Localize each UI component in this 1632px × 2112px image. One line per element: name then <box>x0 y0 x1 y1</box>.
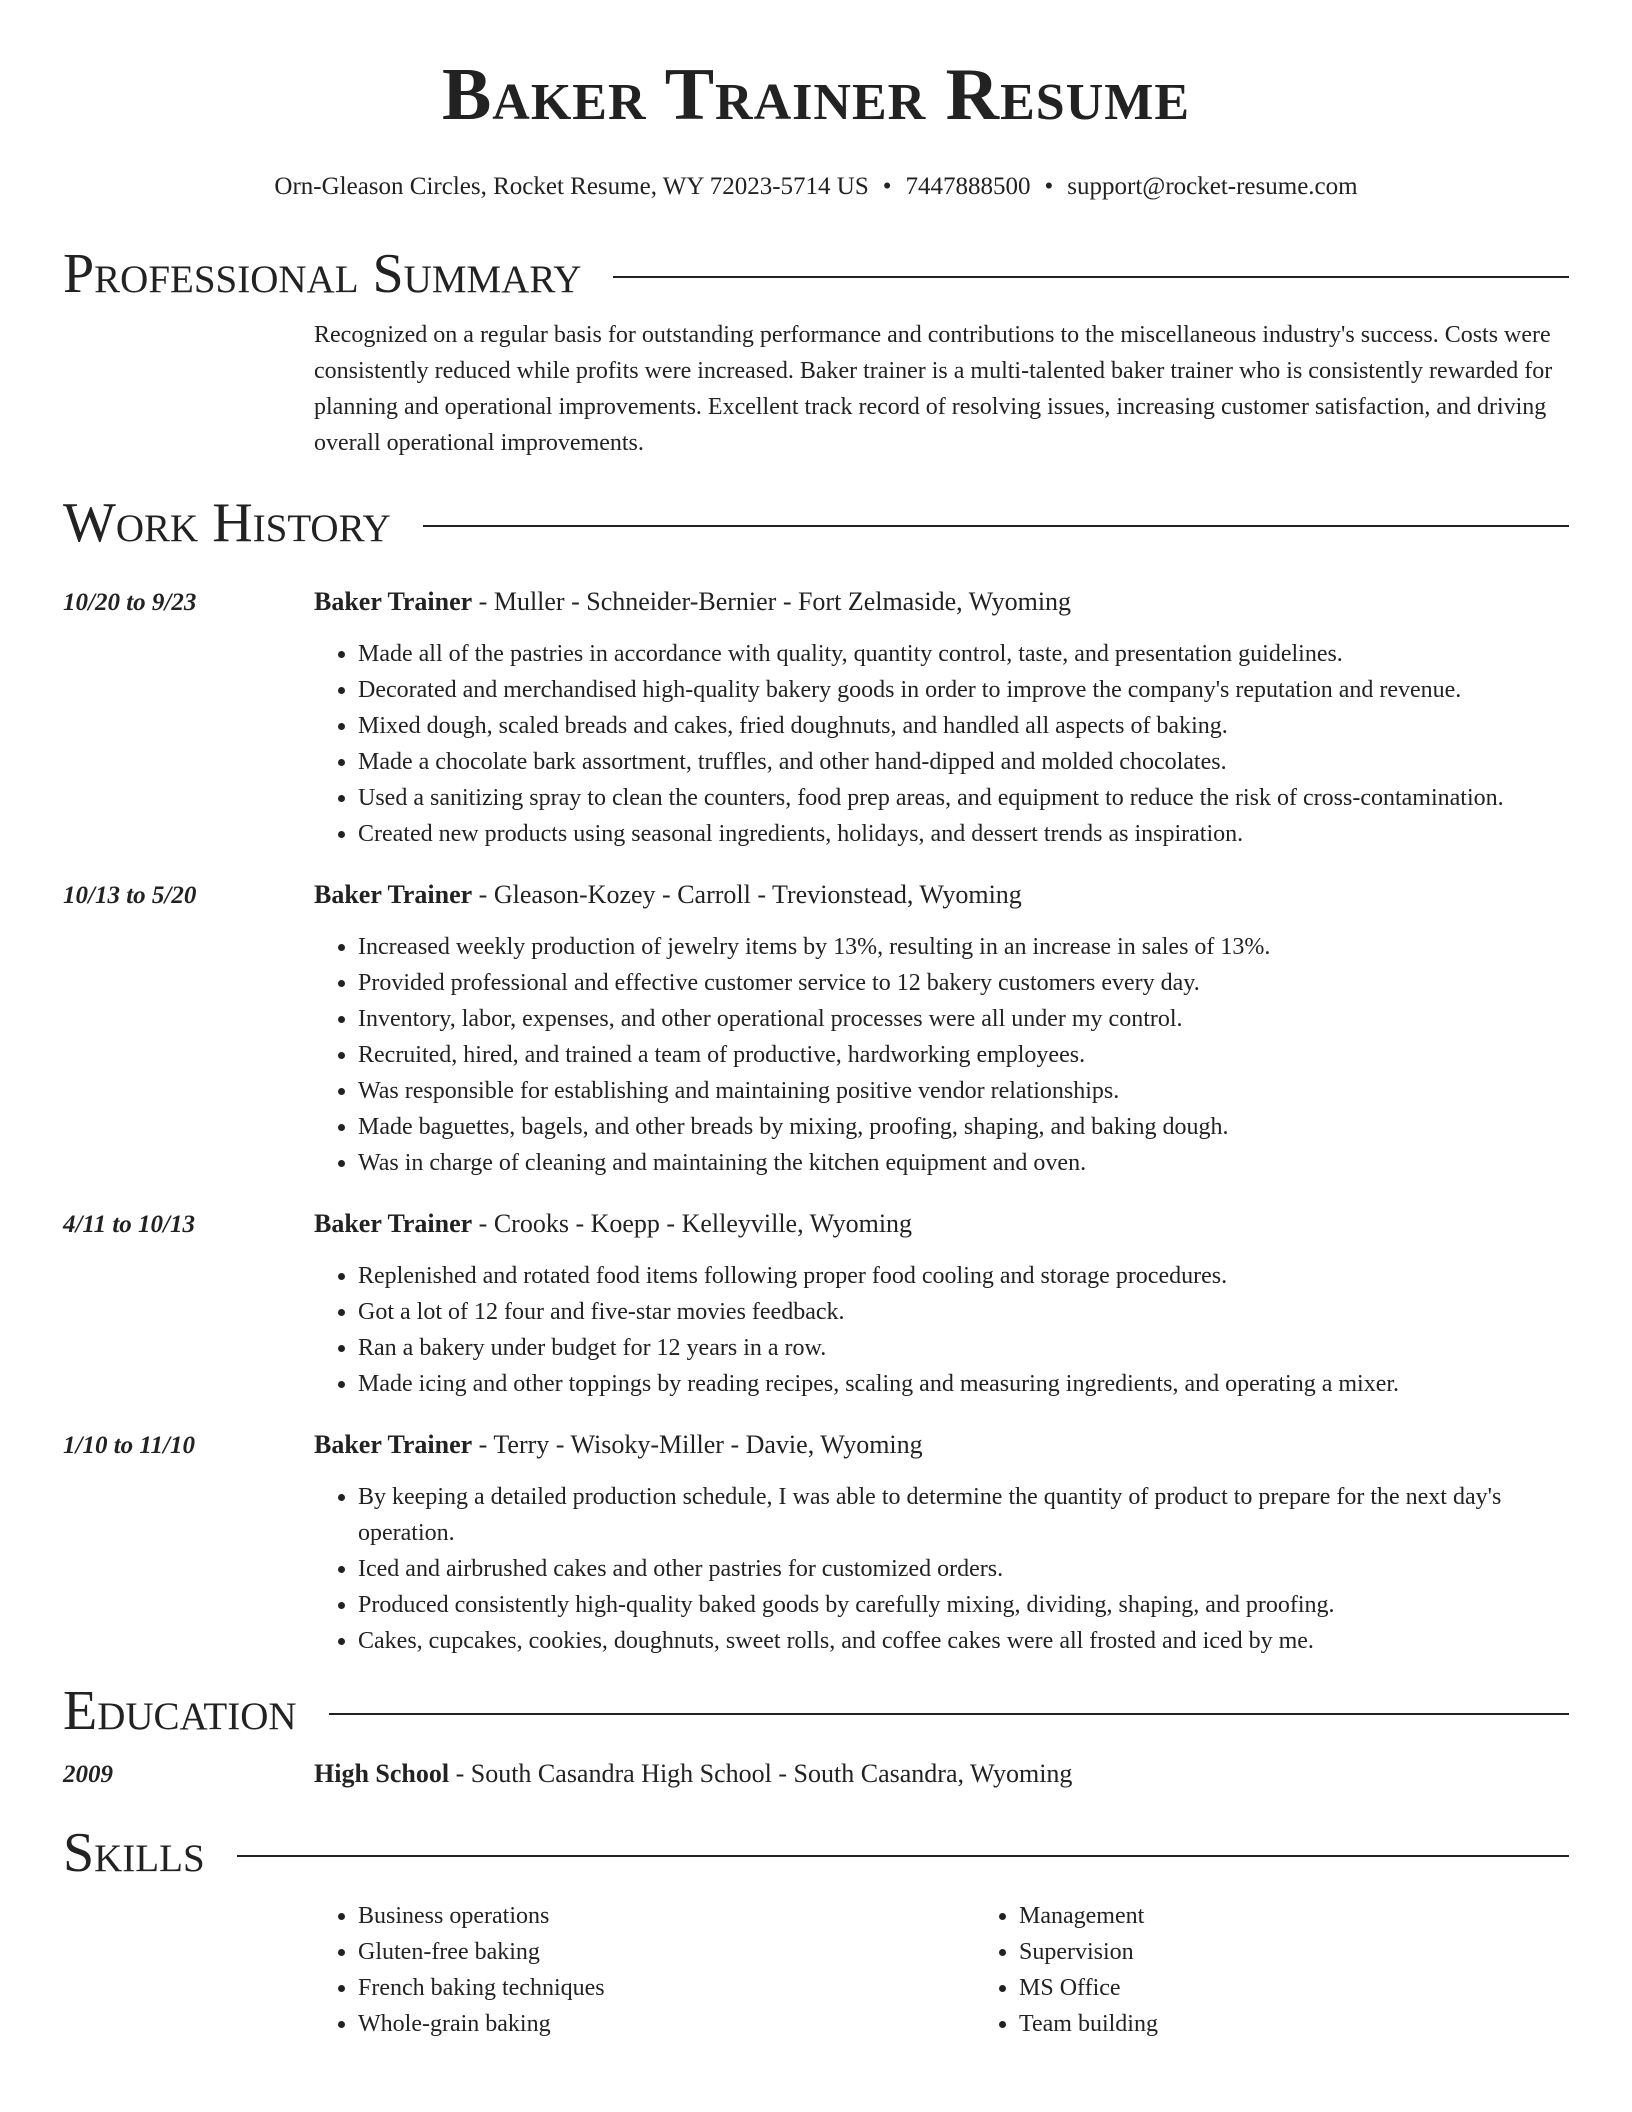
skill-item: • Gluten-free baking <box>358 1934 975 1970</box>
job-bullet: • Was responsible for establishing and maintaining positive vendor relationships. <box>358 1073 1569 1109</box>
job-title-line <box>314 589 1569 617</box>
section-divider <box>423 525 1569 527</box>
job-bullet: • By keeping a detailed production schedule, I was able to determine the quantity of product to prepare for the next day's operation. <box>358 1479 1569 1551</box>
skills-list-right <box>975 1898 1632 2042</box>
job-header <box>63 1211 1569 1239</box>
skills-list-left <box>314 1898 975 2042</box>
job-title: Baker Trainer <box>314 1430 473 1459</box>
job-bullet: • Inventory, labor, expenses, and other operational processes were all under my control. <box>358 1001 1569 1037</box>
job-bullet: • Replenished and rotated food items following proper food cooling and storage procedures. <box>358 1258 1569 1294</box>
summary-text: Recognized on a regular basis for outstanding performance and contributions to the miscellaneous industry's success. Costs were consistently reduced while profits were increased. Baker trainer is a multi-talented baker trainer who is consistently rewarded for planning and operational improvements. Excellent track record of resolving issues, increasing customer satisfaction, and driving overall operational improvements. <box>314 322 1553 456</box>
section-heading-skills: Skills <box>63 1822 205 1884</box>
skills-spacer <box>63 1898 314 2042</box>
job-duties <box>314 1479 1569 1659</box>
job-title-line <box>314 882 1569 910</box>
job-bullet: • Decorated and merchandised high-quality bakery goods in order to improve the company's reputation and revenue. <box>358 672 1569 708</box>
job-header <box>63 882 1569 910</box>
job-spacer <box>63 1479 314 1659</box>
job-body <box>63 1479 1569 1659</box>
job-employer: - Terry - Wisoky-Miller - Davie, Wyoming <box>472 1430 923 1459</box>
skill-item: • French baking techniques <box>358 1970 975 2006</box>
job-bullet: • Ran a bakery under budget for 12 years in a row. <box>358 1330 1569 1366</box>
section-divider <box>237 1855 1569 1857</box>
job-bullet: • Increased weekly production of jewelry items by 13%, resulting in an increase in sales of 13%. <box>358 929 1569 965</box>
skill-item: • Supervision <box>1019 1934 1632 1970</box>
skill-item: • Management <box>1019 1898 1632 1934</box>
section-divider <box>613 276 1569 278</box>
job-entry <box>63 882 1569 1181</box>
job-title-line <box>314 1211 1569 1239</box>
job-entry <box>63 1432 1569 1659</box>
skill-item: • Whole-grain baking <box>358 2006 975 2042</box>
education-section-header <box>63 1680 1569 1742</box>
contact-phone: 7447888500 <box>905 173 1031 200</box>
job-bullet-list <box>314 1258 1569 1402</box>
section-divider <box>329 1713 1569 1715</box>
job-spacer <box>63 929 314 1181</box>
section-heading-summary: Professional Summary <box>63 243 582 305</box>
skills-section-header <box>63 1822 1569 1884</box>
job-bullet: • Created new products using seasonal ingredients, holidays, and dessert trends as inspiration. <box>358 816 1569 852</box>
job-employer: - Crooks - Koepp - Kelleyville, Wyoming <box>472 1209 913 1238</box>
job-bullet: • Was in charge of cleaning and maintaining the kitchen equipment and oven. <box>358 1145 1569 1181</box>
job-title: Baker Trainer <box>314 1209 473 1238</box>
job-bullet: • Iced and airbrushed cakes and other pastries for customized orders. <box>358 1551 1569 1587</box>
job-body <box>63 929 1569 1181</box>
job-entry <box>63 589 1569 852</box>
job-bullet: • Mixed dough, scaled breads and cakes, fried doughnuts, and handled all aspects of baking. <box>358 708 1569 744</box>
job-bullet: • Recruited, hired, and trained a team of productive, hardworking employees. <box>358 1037 1569 1073</box>
job-employer: - Gleason-Kozey - Carroll - Trevionstead, Wyoming <box>472 880 1022 909</box>
job-bullet: • Made icing and other toppings by reading recipes, scaling and measuring ingredients, and operating a mixer. <box>358 1366 1569 1402</box>
contact-address: Orn-Gleason Circles, Rocket Resume, WY 72023-5714 US <box>274 173 869 200</box>
job-title-line <box>314 1432 1569 1460</box>
job-bullet: • Cakes, cupcakes, cookies, doughnuts, sweet rolls, and coffee cakes were all frosted and iced by me. <box>358 1623 1569 1659</box>
job-employer: - Muller - Schneider-Bernier - Fort Zelmaside, Wyoming <box>472 587 1072 616</box>
summary-row <box>63 317 1569 461</box>
contact-separator: • <box>1044 173 1054 200</box>
job-dates: 4/11 to 10/13 <box>63 1211 195 1238</box>
skills-grid <box>314 1898 1632 2042</box>
job-header <box>63 589 1569 617</box>
education-line <box>314 1761 1569 1789</box>
job-bullet: • Used a sanitizing spray to clean the counters, food prep areas, and equipment to reduce the risk of cross-contamination. <box>358 780 1569 816</box>
summary-section-header <box>63 243 1569 305</box>
job-bullet-list <box>314 1479 1569 1659</box>
job-spacer <box>63 636 314 852</box>
education-row <box>63 1761 1569 1789</box>
skill-item: • Business operations <box>358 1898 975 1934</box>
job-bullet: • Made baguettes, bagels, and other breads by mixing, proofing, shaping, and baking dough. <box>358 1109 1569 1145</box>
job-spacer <box>63 1258 314 1402</box>
job-body <box>63 1258 1569 1402</box>
skill-item: • Team building <box>1019 2006 1632 2042</box>
education-year: 2009 <box>63 1761 113 1788</box>
job-bullet: • Got a lot of 12 four and five-star movies feedback. <box>358 1294 1569 1330</box>
job-title: Baker Trainer <box>314 880 473 909</box>
job-duties <box>314 636 1569 852</box>
job-bullet-list <box>314 929 1569 1181</box>
job-bullet: • Made a chocolate bark assortment, truffles, and other hand-dipped and molded chocolates. <box>358 744 1569 780</box>
section-heading-education: Education <box>63 1680 297 1742</box>
job-title: Baker Trainer <box>314 587 473 616</box>
contact-line <box>63 174 1569 199</box>
job-bullet: • Produced consistently high-quality baked goods by carefully mixing, dividing, shaping, and proofing. <box>358 1587 1569 1623</box>
contact-email: support@rocket-resume.com <box>1067 173 1358 200</box>
job-entry <box>63 1211 1569 1402</box>
skill-item: • MS Office <box>1019 1970 1632 2006</box>
job-body <box>63 636 1569 852</box>
summary-spacer <box>63 317 314 461</box>
job-dates: 10/13 to 5/20 <box>63 882 197 909</box>
job-duties <box>314 929 1569 1181</box>
skills-row <box>63 1898 1569 2042</box>
education-degree: High School <box>314 1759 450 1788</box>
work-history-list <box>63 589 1569 1659</box>
section-heading-work: Work History <box>63 492 391 554</box>
job-header <box>63 1432 1569 1460</box>
job-bullet: • Provided professional and effective customer service to 12 bakery customers every day. <box>358 965 1569 1001</box>
job-dates: 10/20 to 9/23 <box>63 589 197 616</box>
job-bullet-list <box>314 636 1569 852</box>
job-bullet: • Made all of the pastries in accordance with quality, quantity control, taste, and presentation guidelines. <box>358 636 1569 672</box>
contact-separator: • <box>882 173 892 200</box>
job-dates: 1/10 to 11/10 <box>63 1432 195 1459</box>
work-section-header <box>63 492 1569 554</box>
education-details: - South Casandra High School - South Casandra, Wyoming <box>449 1759 1073 1788</box>
resume-title: Baker Trainer Resume <box>441 54 1191 136</box>
job-duties <box>314 1258 1569 1402</box>
